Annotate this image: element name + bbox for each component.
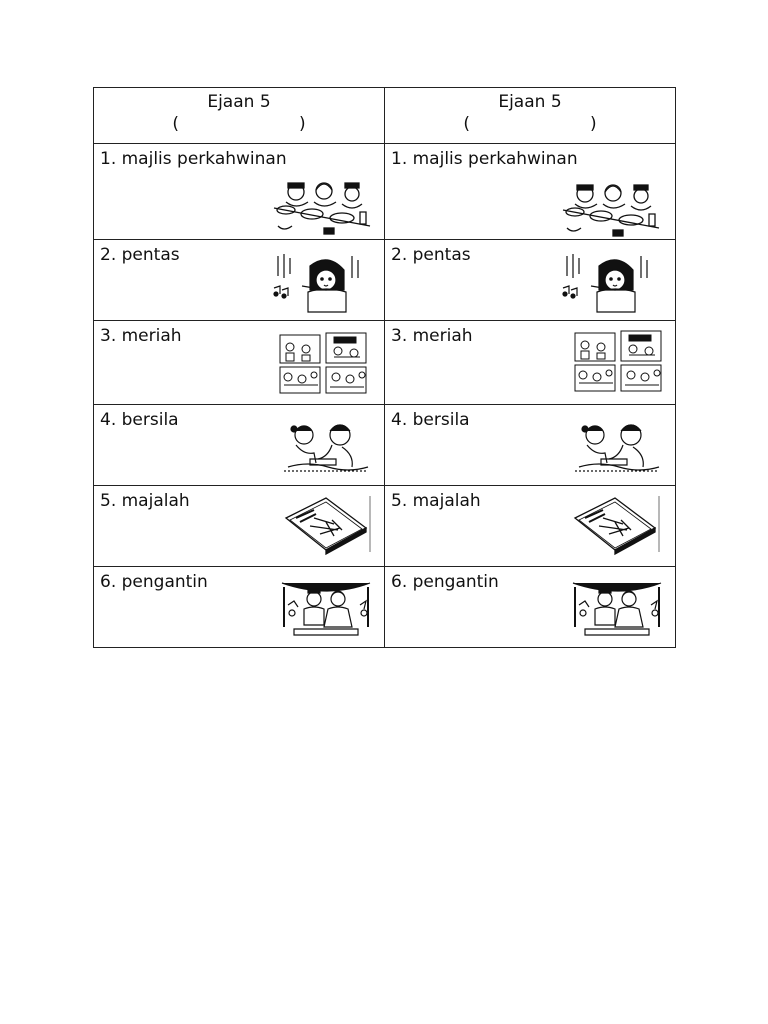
- spelling-word: 6. pengantin: [100, 572, 208, 592]
- spelling-word: 2. pentas: [391, 245, 471, 265]
- header-cell-right: [385, 88, 676, 144]
- spelling-word: 2. pentas: [100, 245, 180, 265]
- header-cell-left: [94, 88, 385, 144]
- word-cell: [385, 486, 676, 567]
- cross-legged-children-illustration: [280, 421, 372, 477]
- stage-singer-illustration: [561, 252, 653, 316]
- word-cell: [385, 405, 676, 486]
- word-cell: [94, 405, 385, 486]
- magazine-illustration: [280, 492, 374, 562]
- word-cell: [385, 240, 676, 321]
- festive-scene-illustration: [573, 329, 665, 395]
- spelling-word: 3. meriah: [391, 326, 473, 346]
- word-cell: [94, 567, 385, 648]
- list-title: Ejaan 5: [207, 92, 271, 112]
- cross-legged-children-illustration: [571, 421, 663, 477]
- bride-groom-illustration: [571, 579, 663, 643]
- spelling-word: 5. majalah: [100, 491, 190, 511]
- word-cell: [94, 144, 385, 240]
- spelling-word: 5. majalah: [391, 491, 481, 511]
- wedding-feast-illustration: [561, 180, 661, 240]
- festive-scene-illustration: [278, 331, 370, 397]
- wedding-feast-illustration: [272, 178, 372, 238]
- word-cell: [94, 240, 385, 321]
- word-cell: [94, 486, 385, 567]
- word-cell: [94, 321, 385, 405]
- spelling-word: 3. meriah: [100, 326, 182, 346]
- list-title: Ejaan 5: [498, 92, 562, 112]
- word-cell: [385, 321, 676, 405]
- spelling-word: 1. majlis perkahwinan: [100, 149, 287, 169]
- bride-groom-illustration: [280, 579, 372, 643]
- spelling-word: 6. pengantin: [391, 572, 499, 592]
- spelling-word: 1. majlis perkahwinan: [391, 149, 578, 169]
- spelling-table: [93, 87, 676, 648]
- word-cell: [385, 567, 676, 648]
- name-blank: ( ): [172, 114, 306, 134]
- stage-singer-illustration: [272, 252, 364, 316]
- word-cell: [385, 144, 676, 240]
- spelling-word: 4. bersila: [100, 410, 179, 430]
- spelling-word: 4. bersila: [391, 410, 470, 430]
- magazine-illustration: [569, 492, 663, 562]
- name-blank: ( ): [463, 114, 597, 134]
